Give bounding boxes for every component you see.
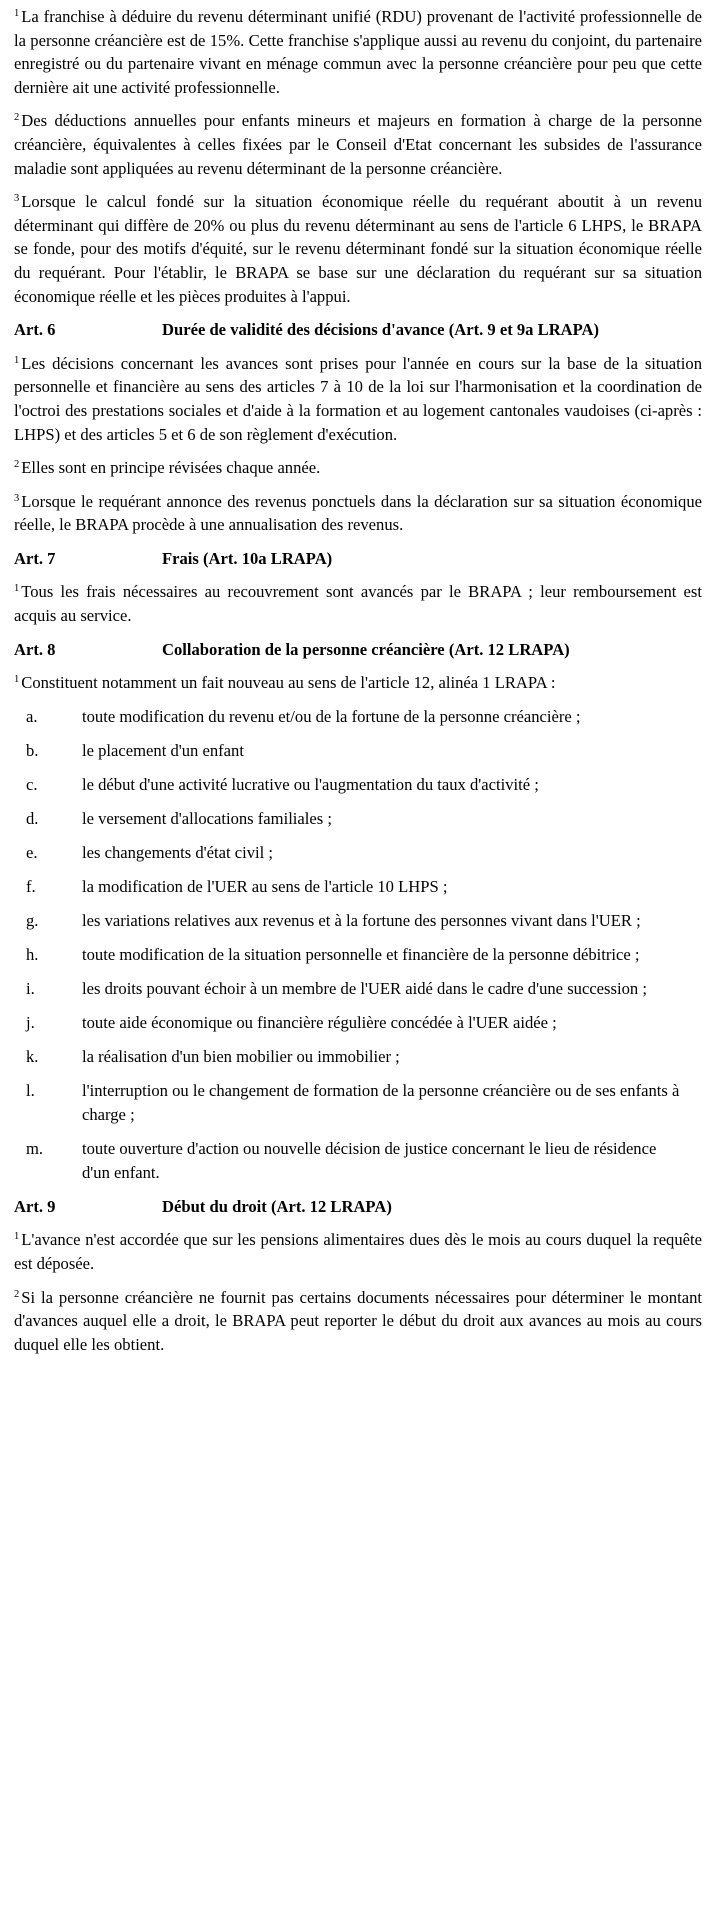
paragraph [14,1228,702,1275]
list-item-text: toute ouverture d'action ou nouvelle décision de justice concernant le lieu de résidence d'un enfant. [82,1138,657,1182]
article-title: Durée de validité des décisions d'avance (Art. 9 et 9a LRAPA) [162,320,600,340]
paragraph-text: Les décisions concernant les avances sont prises pour l'année en cours sur la base de la situation personnelle et financière au sens des articles 7 à 10 de la loi sur l'harmonisation et la coordination de l'octroi des prestations sociales et d'aide à la formation et au logement cantonales vaudoises (ci-après : LHPS) et des articles 5 et 6 de son règlement d'exécution. [14,353,702,444]
list-item-letter: i. [26,978,35,998]
list-item-letter: e. [26,842,38,862]
paragraph-text: Des déductions annuelles pour enfants mineurs et majeurs en formation à charge de la personne créancière, équivalentes à celles fixées par le Conseil d'Etat concernant les subsides de l'assurance maladie sont appliquées au revenu déterminant de la personne créancière. [14,111,702,178]
list-item [14,1079,702,1127]
list-item [14,773,702,797]
paragraph-number: 1 [14,1231,20,1243]
article-number: Art. 7 [14,548,56,568]
list-item-text: les changements d'état civil ; [82,842,273,862]
article-heading [14,1195,702,1219]
list-item-text: la réalisation d'un bien mobilier ou immobilier ; [82,1046,400,1066]
paragraph-number: 1 [14,8,20,19]
paragraph-text: L'avance n'est accordée que sur les pensions alimentaires dues dès le mois au cours duquel la requête est déposée. [14,1230,702,1274]
list-item-letter: f. [26,876,36,896]
paragraph [14,456,702,480]
list-item-letter: h. [26,944,39,964]
list-item [14,909,702,933]
list-item-text: toute modification du revenu et/ou de la fortune de la personne créancière ; [82,706,581,726]
list-item-letter: g. [26,910,39,930]
list-item [14,943,702,967]
list-item [14,1011,702,1035]
paragraph [14,1286,702,1357]
paragraph-text: Tous les frais nécessaires au recouvrement sont avancés par le BRAPA ; leur remboursement est acquis au service. [14,582,702,626]
list-item-text: le placement d'un enfant [82,740,244,760]
article-heading [14,547,702,571]
paragraph [14,671,702,695]
paragraph-text: Si la personne créancière ne fournit pas certains documents nécessaires pour déterminer le montant d'avances auquel elle a droit, le BRAPA peut reporter le début du droit aux avances au mois au cours duquel elle les obtient. [14,1287,702,1354]
article-title: Début du droit (Art. 12 LRAPA) [162,1196,392,1216]
list-item [14,1045,702,1069]
list-item [14,977,702,1001]
article-heading [14,638,702,662]
list-item-letter: k. [26,1046,39,1066]
list-item [14,1137,702,1185]
article-title: Collaboration de la personne créancière (Art. 12 LRAPA) [162,639,570,659]
list-item-text: toute modification de la situation personnelle et financière de la personne débitrice ; [82,944,640,964]
list-item [14,739,702,763]
paragraph [14,352,702,446]
paragraph [14,580,702,627]
paragraph-number: 1 [14,583,20,595]
list-item-text: les droits pouvant échoir à un membre de l'UER aidé dans le cadre d'une succession ; [82,978,647,998]
article-title: Frais (Art. 10a LRAPA) [162,548,333,568]
paragraph [14,190,702,308]
list-item-text: les variations relatives aux revenus et à la fortune des personnes vivant dans l'UER ; [82,910,641,930]
paragraph-text: Elles sont en principe révisées chaque année. [21,458,321,478]
list-item-letter: d. [26,808,39,828]
paragraph-text: La franchise à déduire du revenu déterminant unifié (RDU) provenant de l'activité professionnelle de la personne créancière est de 15%. Cette franchise s'applique aussi au revenu du conjoint, du partenaire enregistré ou du partenaire vivant en ménage commun avec la personne créancière pour peu que cette dernière ait une activité professionnelle. [14,7,702,97]
article-number: Art. 6 [14,320,56,340]
list-item-text: le versement d'allocations familiales ; [82,808,332,828]
list-item-letter: c. [26,774,38,794]
list-item-text: la modification de l'UER au sens de l'article 10 LHPS ; [82,876,448,896]
list-item [14,705,702,729]
paragraph [14,490,702,537]
paragraph-number: 3 [14,193,20,205]
paragraph-number: 2 [14,459,20,471]
list-item [14,875,702,899]
paragraph [14,5,702,99]
paragraph-text: Lorsque le calcul fondé sur la situation économique réelle du requérant aboutit à un revenu déterminant qui diffère de 20% ou plus du revenu déterminant au sens de l'article 6 LHPS, le BRAPA se fonde, pour des motifs d'équité, sur le revenu déterminant fondé sur la situation économique réelle du requérant. Pour l'établir, le BRAPA se base sur une déclaration du requérant sur sa situation économique réelle et les pièces produites à l'appui. [14,192,702,306]
paragraph-number: 1 [14,354,20,366]
paragraph [14,109,702,180]
lettered-list [14,705,702,1185]
article-number: Art. 8 [14,639,56,659]
paragraph-number: 1 [14,674,20,686]
list-item-letter: a. [26,706,38,726]
list-item [14,841,702,865]
list-item-letter: b. [26,740,39,760]
list-item-text: l'interruption ou le changement de formation de la personne créancière ou de ses enfants à charge ; [82,1080,680,1124]
list-item-letter: l. [26,1080,35,1100]
list-item-text: toute aide économique ou financière régulière concédée à l'UER aidée ; [82,1012,557,1032]
article-number: Art. 9 [14,1196,56,1216]
list-item-letter: m. [26,1138,44,1158]
list-item-text: le début d'une activité lucrative ou l'augmentation du taux d'activité ; [82,774,539,794]
paragraph-number: 2 [14,112,20,124]
paragraph-text: Lorsque le requérant annonce des revenus ponctuels dans la déclaration sur sa situation économique réelle, le BRAPA procède à une annualisation des revenus. [14,491,702,535]
article-heading [14,318,702,342]
list-item [14,807,702,831]
paragraph-text: Constituent notamment un fait nouveau au sens de l'article 12, alinéa 1 LRAPA : [21,673,556,693]
paragraph-number: 2 [14,1288,20,1300]
list-item-letter: j. [26,1012,35,1032]
paragraph-number: 3 [14,492,20,504]
